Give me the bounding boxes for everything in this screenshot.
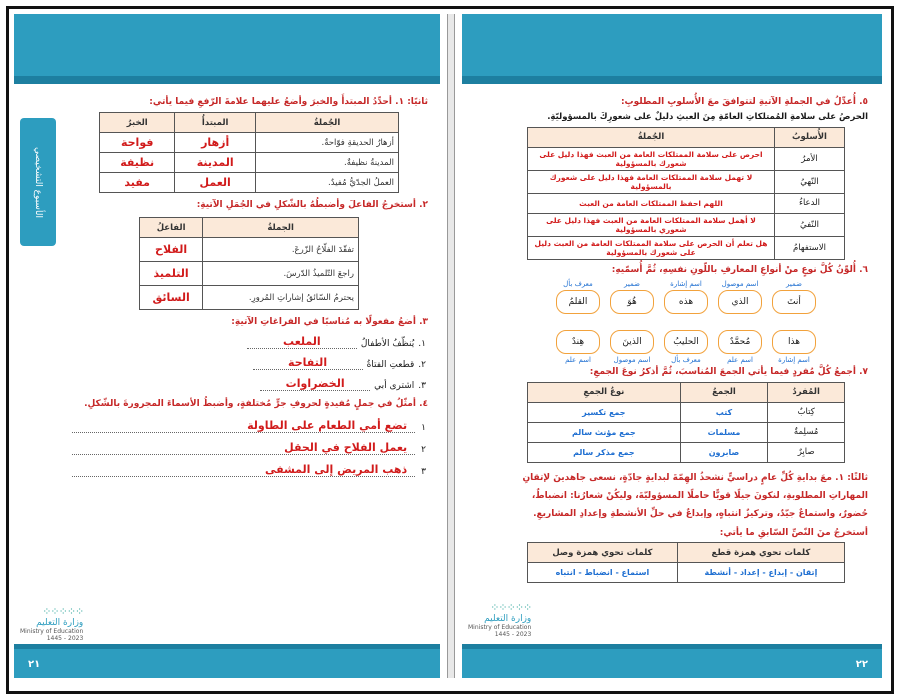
question-2-title: ٢. أستخرجُ الفاعلَ وأضبطُهُ بالشّكلِ في الجُمَلِ الآتيةِ: (196, 200, 428, 211)
plural-answer: كتب (680, 402, 768, 422)
table-row (100, 133, 399, 153)
chip-tag: اسم إشارة (778, 355, 810, 364)
table-row (528, 402, 845, 422)
thirdly-prompt: أستخرجُ منَ النّصِّ السّابقِ ما يأتي: (719, 527, 868, 538)
question-3-title: ٣. أضعُ مفعولًا به مُناسبًا في الفراغاتِ الآتيةِ: (231, 317, 428, 328)
book-spine (447, 14, 455, 678)
chip-tag: اسم موصول (613, 355, 651, 364)
right-page (462, 14, 882, 678)
chip-tag: اسم علم (565, 355, 591, 364)
style-answer: هل تعلم أن الحرص على سلامة الممتلكات العامة من العبث دليل على شعورك بالمسؤولية (528, 236, 775, 259)
chip-tag: معرف بأل (563, 279, 593, 288)
logo-subtext: Ministry of Education (20, 628, 84, 635)
ministry-logo (468, 601, 531, 638)
chip-word: هذه (678, 296, 694, 307)
chip-word: الذي (731, 296, 749, 307)
table-row (140, 286, 359, 310)
style-answer: لا أهمل سلامة الممتلكات العامة من العبث فهذا دليل على شعوري بالمسؤولية (528, 213, 775, 236)
table-row (100, 173, 399, 193)
chip-word: الحليبُ (673, 336, 699, 347)
question-7-title: ٧. أجمعُ كُلَّ مُفردٍ فيما يأتي الجمعَ المُناسبَ، ثُمَّ أذكرُ نوعَ الجمعِ: (589, 366, 868, 377)
sentence-cell: المدينةُ نظيفةٌ. (255, 153, 398, 173)
chip-tag: معرف بأل (671, 355, 701, 364)
chip-tag: اسم موصول (721, 279, 759, 288)
word-chip[interactable] (664, 279, 708, 314)
sentence-answer[interactable]: تضع أمي الطعام على الطاولة (72, 419, 415, 433)
style-cell: الدعاءُ (775, 193, 845, 213)
word-chip[interactable] (556, 279, 600, 314)
object-answer[interactable]: الخضراوات (260, 377, 370, 391)
subject-answer: المدينة (175, 153, 256, 173)
chip-tag: اسم علم (727, 355, 753, 364)
style-table (527, 127, 845, 260)
subject-predicate-table (99, 112, 399, 193)
agent-answer: السائق (140, 286, 203, 310)
agent-table (139, 217, 359, 310)
item-number: ٢ (421, 444, 426, 455)
style-answer: اللهم احفظ الممتلكات العامة من العبث (528, 193, 775, 213)
question-5-title: ٥. أُعدِّلُ في الجملةِ الآتيةِ لتتوافقَ معَ الأُسلوبِ المطلوبِ: (620, 97, 868, 107)
header-sentence: الجملةُ (203, 218, 359, 238)
object-answer[interactable]: التفاحة (253, 356, 363, 370)
word-chip[interactable] (718, 279, 762, 314)
hamza-wasl-answer: استماع - انضباط - انتباه (528, 563, 678, 583)
left-content (66, 92, 432, 636)
style-cell: النّهيُ (775, 170, 845, 193)
header-sentence: الجُملةُ (528, 127, 775, 147)
table-row (528, 236, 845, 259)
sentence-cell: يحترمُ السّائقُ إشاراتِ المُرورِ. (203, 286, 359, 310)
type-answer: جمع مذكر سالم (528, 442, 681, 462)
sentence-answer[interactable]: ذهب المريض إلى المشفى (72, 463, 415, 477)
header-plural-type: نوعُ الجمعِ (528, 382, 681, 402)
item-number: ١ (421, 422, 426, 433)
predicate-answer: نظيفة (100, 153, 175, 173)
singular-cell: صابِرٌ (768, 442, 845, 462)
header-sentence: الجُملةُ (255, 113, 398, 133)
logo-text: وزارة التعليم (36, 618, 84, 628)
table-row (528, 147, 845, 170)
style-answer: احرص على سلامة الممتلكات العامة من العبث فهذا دليل على شعورك بالمسؤولية (528, 147, 775, 170)
table-row (140, 262, 359, 286)
item-prefix: اشترى أبي (374, 381, 415, 392)
table-row (528, 170, 845, 193)
style-cell: الاستفهامُ (775, 236, 845, 259)
write-item (72, 441, 426, 455)
object-answer[interactable]: الملعب (247, 335, 357, 349)
question-1-title: ثانيًا: ١. أحدِّدُ المبتدأَ والخبرَ وأضعُ عليهما علامةَ الرّفعِ فيما يأتي: (149, 97, 428, 107)
hamza-table (527, 542, 845, 583)
logo-mark-icon: ⁘⁘⁘⁘⁘ (490, 601, 532, 614)
header-hamza-wasl: كلمات تحوي همزة وصل (528, 543, 678, 563)
header-style: الأُسلوبُ (775, 127, 845, 147)
subject-answer: العمل (175, 173, 256, 193)
question-6-title: ٦. أُلوِّنُ كُلَّ نوعٍ منْ أنواعِ المعارفِ باللّونِ نفسِهِ، ثُمَّ أُسمّيهِ: (611, 264, 868, 275)
side-tab: الأسبوع التشخيصي (20, 118, 56, 246)
item-number: ١. (418, 339, 426, 350)
subject-answer: أزهار (175, 133, 256, 153)
header-predicate: الخبرُ (100, 113, 175, 133)
word-chip[interactable] (556, 330, 600, 364)
header-subject: المبتدأُ (175, 113, 256, 133)
question-5-sentence: الحرصُ على سلامةِ المُمتلكاتِ العامّةِ مِنَ العبثِ دليلٌ على شعورِكَ بالمسؤوليّةِ. (547, 112, 868, 123)
style-cell: الأمرُ (775, 147, 845, 170)
predicate-answer: فواحة (100, 133, 175, 153)
item-number: ٣ (421, 466, 426, 477)
word-chip[interactable] (664, 330, 708, 364)
type-answer: جمع تكسير (528, 402, 681, 422)
chip-tag: ضمير (624, 279, 640, 288)
table-row (528, 442, 845, 462)
chip-word: هُوَ (627, 296, 637, 307)
write-item (72, 463, 426, 477)
logo-subtext: Ministry of Education (468, 624, 532, 631)
logo-year: 2023 - 1445 (494, 631, 532, 638)
type-answer: جمع مؤنث سالم (528, 422, 681, 442)
definites-chips (504, 279, 868, 364)
chip-word: هِندٌ (571, 336, 585, 347)
item-prefix: قطعتِ الفتاةُ (366, 360, 415, 371)
thirdly-paragraph: ثالثًا: ١. معَ بدايةِ كُلِّ عامٍ دراسيٍّ نشحذُ الهِمّةَ لبدايةٍ جادّةٍ، نسعى جاهدينَ لإتقانِ المهاراتِ المطلوبةِ، لنكونَ جيلًا قويًّا حاملًا المسؤوليّةَ، وليكُنْ شعارُنا: انضباطٌ، حُضورٌ، واستماعٌ جيّدٌ، وتركيزٌ انتباهٍ، وإبداعٌ في حلِّ الأنشطةِ وإعدادِ المشاريعِ. (522, 472, 868, 519)
write-item (72, 419, 426, 433)
plural-answer: صابرون (680, 442, 768, 462)
agent-answer: التلميذ (140, 262, 203, 286)
sentence-cell: راجعَ التّلميذُ الدّرسَ. (203, 262, 359, 286)
sentence-cell: العملُ الجدّيُّ مُفيدٌ. (255, 173, 398, 193)
item-prefix: يُنظّفُ الأطفالُ (360, 339, 415, 350)
top-band (14, 14, 440, 84)
chip-word: الذينَ (622, 336, 642, 347)
logo-mark-icon: ⁘⁘⁘⁘⁘ (42, 605, 84, 618)
plural-table (527, 382, 845, 463)
top-band (462, 14, 882, 84)
right-content (500, 92, 872, 636)
word-chip[interactable] (610, 330, 654, 364)
word-chip[interactable] (772, 279, 816, 314)
table-row (100, 153, 399, 173)
question-4-title: ٤. أمثّلُ في جملٍ مُفيدةٍ لحروفِ جرٍّ مُختلفةٍ، وأضبطُ الأسماءَ المجرورةَ بالشّكلِ. (84, 399, 428, 410)
header-singular: المُفردُ (768, 382, 845, 402)
page-number: ٢١ (28, 659, 41, 670)
singular-cell: كِتابٌ (768, 402, 845, 422)
item-number: ٢. (418, 360, 426, 371)
header-agent: الفاعلُ (140, 218, 203, 238)
chip-word: مُحمَّدٌ (729, 336, 751, 347)
table-row (528, 422, 845, 442)
table-row (140, 238, 359, 262)
bottom-band (14, 644, 440, 678)
page-number: ٢٢ (855, 659, 868, 670)
word-chip[interactable] (610, 279, 654, 314)
predicate-answer: مفيد (100, 173, 175, 193)
sentence-cell: أزهارُ الحديقةِ فوّاحةٌ. (255, 133, 398, 153)
fill-item (72, 356, 426, 370)
table-row (528, 193, 845, 213)
sentence-answer[interactable]: يعمل الفلاح في الحقل (72, 441, 415, 455)
hamza-qat-answer: إتقان - إبداع - إعداد - أنشطة (677, 563, 844, 583)
table-row (528, 213, 845, 236)
plural-answer: مسلمات (680, 422, 768, 442)
chip-word: أنتَ (787, 296, 801, 307)
table-row (528, 563, 845, 583)
agent-answer: الفلاح (140, 238, 203, 262)
logo-year: 2023 - 1445 (46, 635, 84, 642)
word-chip[interactable] (718, 330, 762, 364)
style-answer: لا تهمل سلامة الممتلكات العامة فهذا دليل على شعورك بالمسؤولية (528, 170, 775, 193)
style-cell: النّفيُ (775, 213, 845, 236)
header-plural: الجمعُ (680, 382, 768, 402)
word-chip[interactable] (772, 330, 816, 364)
item-number: ٣. (418, 381, 426, 392)
chip-tag: اسم إشارة (670, 279, 702, 288)
chip-word: القلمُ (568, 296, 588, 307)
header-hamza-qat: كلمات تحوي همزة قطع (677, 543, 844, 563)
singular-cell: مُسلِمةٌ (768, 422, 845, 442)
fill-item (72, 377, 426, 391)
left-page (14, 14, 440, 678)
bottom-band (462, 644, 882, 678)
fill-item (72, 335, 426, 349)
ministry-logo (20, 605, 83, 642)
chip-word: هذا (788, 336, 800, 347)
logo-text: وزارة التعليم (484, 614, 532, 624)
chip-tag: ضمير (786, 279, 802, 288)
sentence-cell: تفقّدَ الفلّاحُ الزّرعَ. (203, 238, 359, 262)
